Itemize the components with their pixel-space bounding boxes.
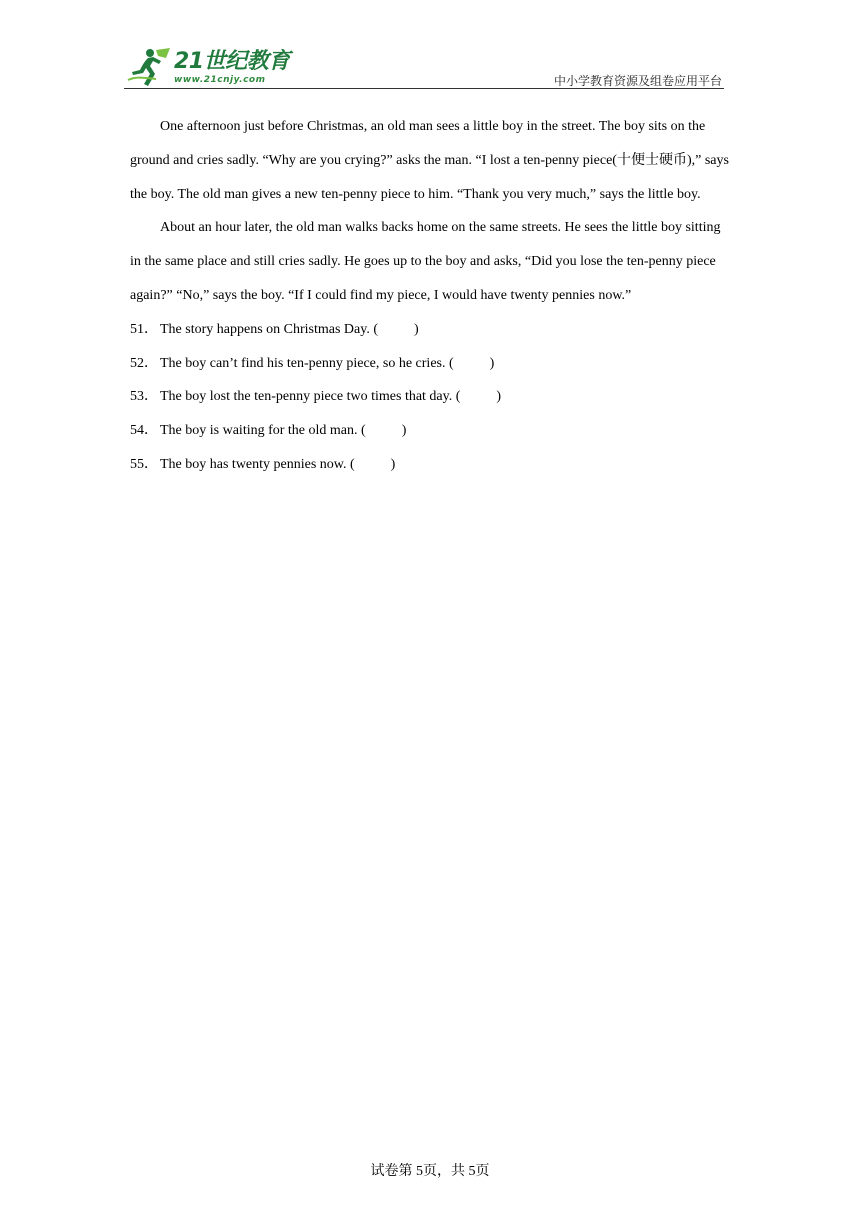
question-number: 55． xyxy=(130,456,158,472)
question-55 xyxy=(130,448,732,482)
question-number: 53． xyxy=(130,389,158,405)
question-text: The boy has twenty pennies now. ( xyxy=(160,456,355,472)
question-54 xyxy=(130,414,732,448)
question-number: 54． xyxy=(130,423,158,439)
logo-url: www.21cnjy.com xyxy=(174,75,266,85)
logo-text: 21世纪教育 xyxy=(174,49,290,74)
reading-section xyxy=(130,110,732,482)
question-text: The boy can’t find his ten-penny piece, so he cries. ( xyxy=(160,355,454,371)
passage-paragraph-2: About an hour later, the old man walks backs home on the same streets. He sees the little boy sitting in the same place and still cries sadly. He goes up to the boy and asks, “Did you lose the ten-penny piece again?” “No,” says the boy. “If I could find my piece, I would have twenty pennies now.” xyxy=(130,220,721,303)
logo xyxy=(124,44,304,90)
question-number: 52． xyxy=(130,355,158,371)
question-53 xyxy=(130,380,732,414)
question-close: ) xyxy=(390,456,396,472)
page-footer: 试卷第 5页，共 5页 xyxy=(370,1164,490,1179)
passage-paragraph-1: One afternoon just before Christmas, an old man sees a little boy in the street. The boy sits on the ground and cries sadly. “Why are you crying?” asks the man. “I lost a ten-penny piece(十便士硬币),” says the boy. The old man gives a new ten-penny piece to him. “Thank you very much,” says the little boy. xyxy=(130,119,729,202)
question-number: 51． xyxy=(130,321,158,337)
question-51 xyxy=(130,313,732,347)
question-text: The boy lost the ten-penny piece two times that day. ( xyxy=(160,389,461,405)
platform-name: 中小学教育资源及组卷应用平台 xyxy=(553,74,722,88)
runner-logo-icon xyxy=(126,46,172,88)
question-close: ) xyxy=(401,423,407,439)
question-close: ) xyxy=(496,389,502,405)
question-close: ) xyxy=(414,321,419,337)
question-text: The boy is waiting for the old man. ( xyxy=(160,423,366,439)
question-text: The story happens on Christmas Day. ( xyxy=(160,321,378,337)
header-divider xyxy=(124,88,724,89)
page-header xyxy=(124,40,724,90)
question-close: ) xyxy=(489,355,495,371)
question-52 xyxy=(130,347,732,381)
